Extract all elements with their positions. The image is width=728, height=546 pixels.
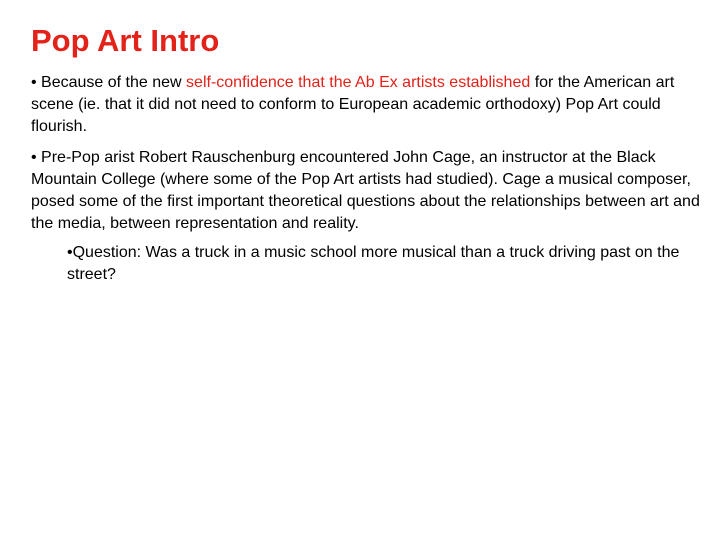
- bullet-marker: •: [31, 74, 37, 91]
- slide-title: Pop Art Intro: [31, 23, 220, 58]
- sub-bullet-question: [67, 242, 707, 286]
- bullet-2: [31, 147, 721, 235]
- bullet-marker: •: [31, 149, 37, 166]
- sub-bullet-marker: •: [67, 244, 73, 261]
- bullet-1-highlight-text: self-confidence that the Ab Ex artists established: [186, 74, 531, 91]
- bullet-2-text: Pre-Pop arist Robert Rauschenburg encountered John Cage, an instructor at the Black Mountain College (where some of the Pop Art artists had studied). Cage a musical composer, posed some of the first important theoretical questions about the relationships between art and the media, between representation and reality.: [31, 149, 700, 232]
- sub-bullet-text: Question: Was a truck in a music school more musical than a truck driving past on the street?: [67, 244, 680, 283]
- bullet-1-lead-text: Because of the new: [36, 74, 187, 91]
- bullet-1: [31, 72, 721, 138]
- bullet-1-trailing-text: for the American art scene (ie. that it did not need to conform to European academic orthodoxy) Pop Art could flourish.: [31, 74, 675, 135]
